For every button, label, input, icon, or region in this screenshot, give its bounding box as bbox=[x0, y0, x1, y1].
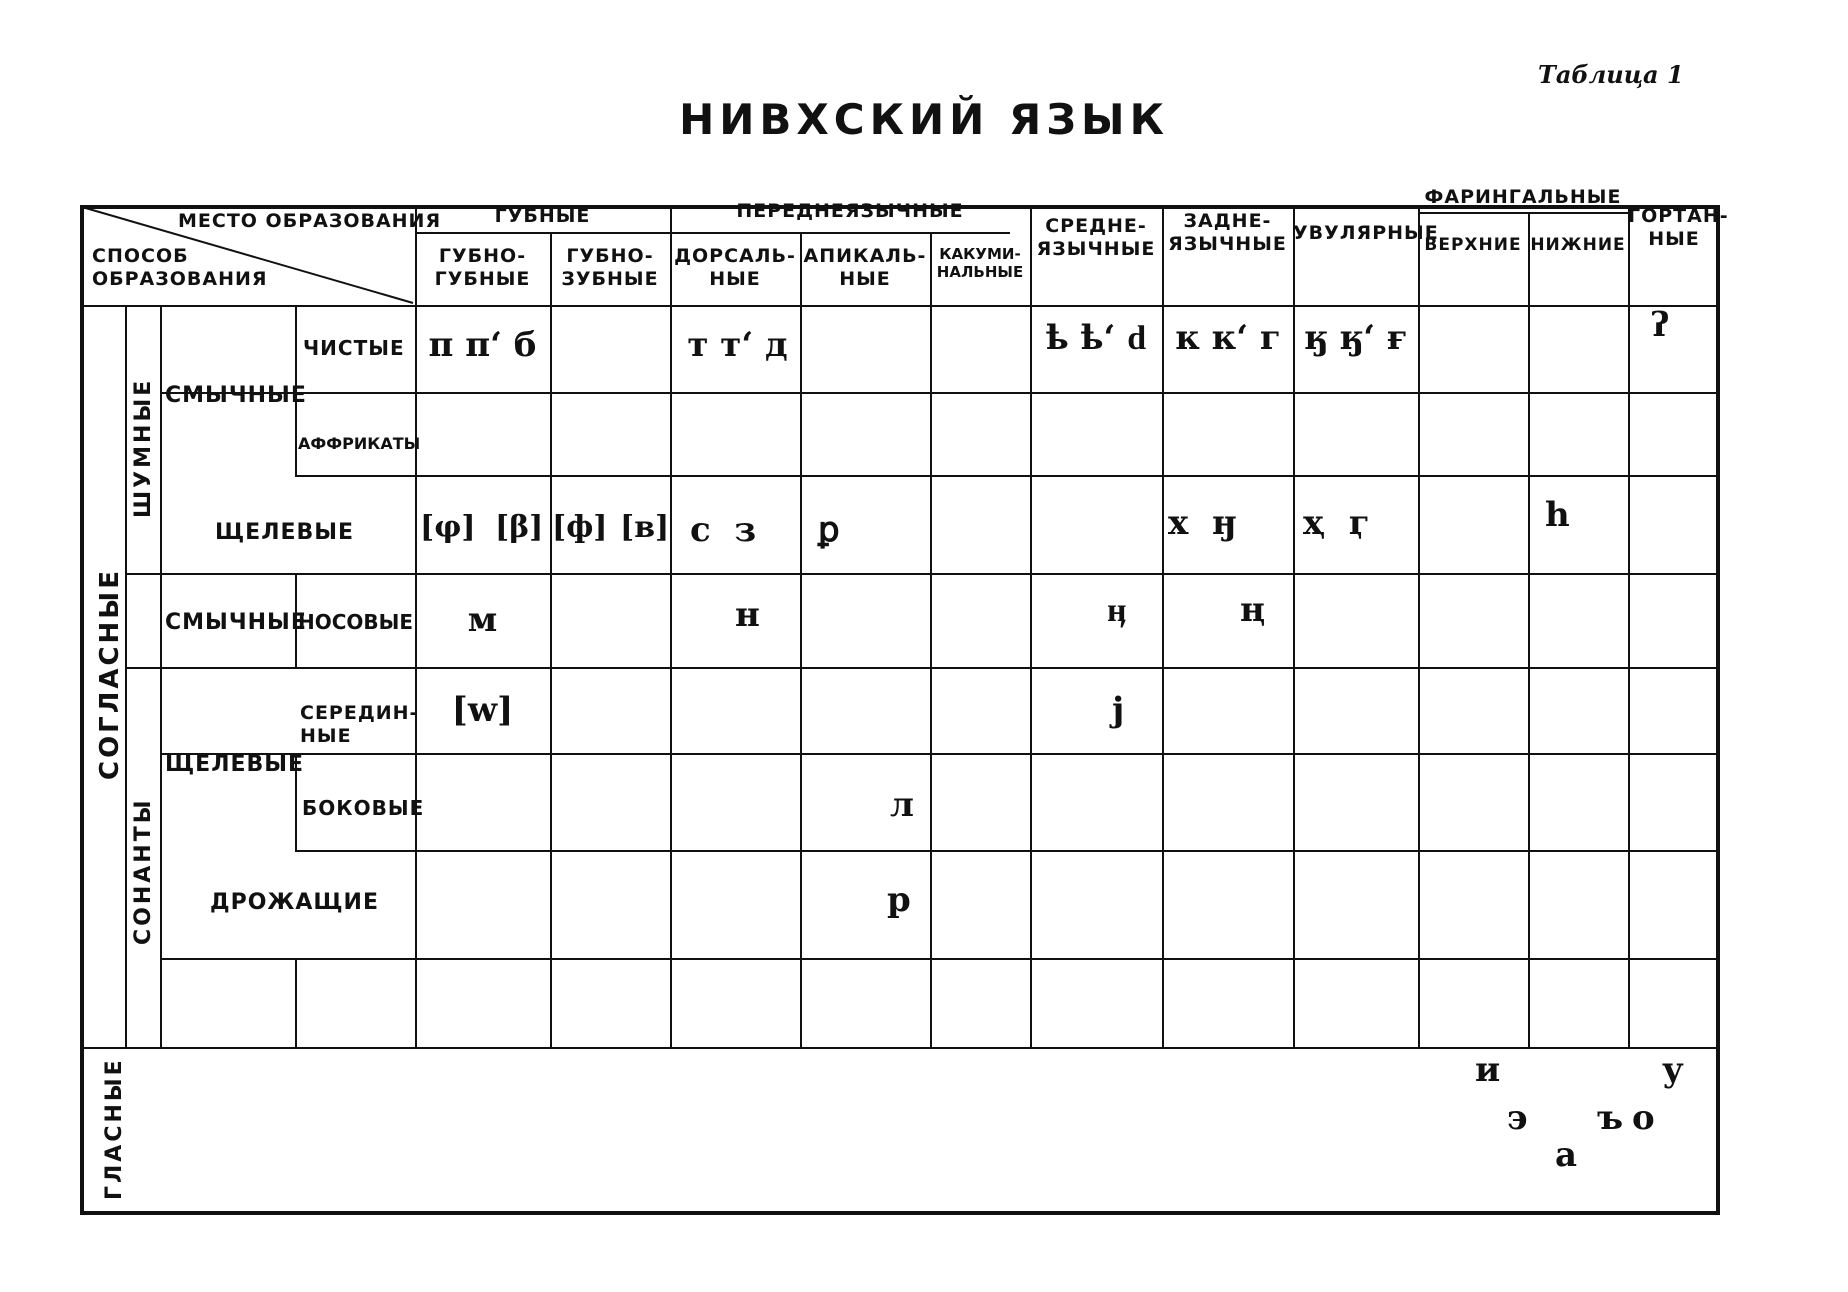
header-upper: ВЕРХНИЕ bbox=[1424, 235, 1522, 255]
row-trill: ДРОЖАЩИЕ bbox=[210, 890, 379, 915]
row-son-fric: ЩЕЛЕВЫЕ bbox=[165, 752, 305, 777]
row-median: СЕРЕДИН-НЫЕ bbox=[300, 702, 419, 747]
row-lateral: БОКОВЫЕ bbox=[302, 796, 425, 820]
header-glottal: ГОРТАН-НЫЕ bbox=[1628, 205, 1729, 250]
row-nasal: НОСОВЫЕ bbox=[298, 610, 414, 634]
header-cacuminal: КАКУМИ-НАЛЬНЫЕ bbox=[936, 245, 1024, 281]
vowel-hard: ъ bbox=[1597, 1098, 1624, 1138]
cell-fric-bilabial-1: [φ] bbox=[420, 510, 476, 545]
cell-lateral-apical: л bbox=[890, 785, 914, 825]
vowel-o: о bbox=[1632, 1098, 1655, 1138]
corner-place-label: МЕСТО ОБРАЗОВАНИЯ bbox=[178, 210, 442, 232]
header-lower: НИЖНИЕ bbox=[1530, 235, 1626, 255]
cell-pure-dorsal: т т‘ д bbox=[687, 325, 788, 365]
row-stops: СМЫЧНЫЕ bbox=[165, 383, 307, 408]
cell-nasal-back: ң bbox=[1240, 590, 1266, 630]
cell-fric-back: х ӈ bbox=[1168, 503, 1237, 543]
cell-trill-apical: р bbox=[887, 880, 911, 920]
vowels-label: ГЛАСНЫЕ bbox=[102, 1057, 127, 1200]
cell-pure-glottal: ʔ bbox=[1650, 305, 1670, 345]
cell-pure-mid: ҍ ҍ‘ ԁ bbox=[1045, 318, 1147, 358]
cell-nasal-bilabial: м bbox=[467, 600, 498, 640]
header-labial: ГУБНЫЕ bbox=[494, 205, 591, 227]
row-fricatives: ЩЕЛЕВЫЕ bbox=[215, 520, 355, 545]
vowel-i: и bbox=[1475, 1050, 1501, 1090]
header-back: ЗАДНЕ-ЯЗЫЧНЫЕ bbox=[1168, 210, 1287, 255]
cell-fric-labiodental-1: [ф] bbox=[552, 510, 608, 545]
header-mid: СРЕДНЕ-ЯЗЫЧНЫЕ bbox=[1036, 215, 1156, 260]
cell-fric-uvular: ҳ ӷ bbox=[1303, 503, 1370, 543]
row-pure: ЧИСТЫЕ bbox=[303, 336, 405, 360]
header-uvular: УВУЛЯРНЫЕ bbox=[1293, 222, 1439, 244]
cell-fric-bilabial-2: [β] bbox=[495, 510, 544, 545]
cell-nasal-dorsal: н bbox=[735, 595, 760, 635]
cell-fric-labiodental-2: [в] bbox=[620, 510, 670, 545]
cell-pure-back: к к‘ г bbox=[1175, 318, 1281, 358]
vowel-e: э bbox=[1507, 1098, 1528, 1138]
header-labiodental: ГУБНО-ЗУБНЫЕ bbox=[561, 245, 659, 290]
row-affricates: АФФРИКАТЫ bbox=[298, 434, 421, 453]
sonorants-label: СОНАНТЫ bbox=[131, 797, 156, 945]
header-dorsal: ДОРСАЛЬ-НЫЕ bbox=[674, 245, 796, 290]
cell-median-bilabial: [w] bbox=[451, 690, 514, 730]
cell-fric-dorsal: с з bbox=[690, 510, 757, 550]
header-bilabial: ГУБНО-ГУБНЫЕ bbox=[434, 245, 531, 290]
cell-fric-lower-pharyngeal: h bbox=[1545, 495, 1570, 535]
corner-manner-label: СПОСОБ ОБРАЗОВАНИЯ bbox=[92, 245, 268, 290]
vowel-a: а bbox=[1555, 1135, 1578, 1175]
cell-median-mid: j bbox=[1112, 690, 1125, 730]
cell-pure-uvular: ӄ ӄ‘ ғ bbox=[1304, 318, 1408, 358]
cell-nasal-mid: ӊ bbox=[1107, 590, 1127, 630]
vowel-u: у bbox=[1662, 1050, 1684, 1090]
header-apical: АПИКАЛЬ-НЫЕ bbox=[803, 245, 927, 290]
cell-fric-apical: ꝑ bbox=[818, 510, 840, 550]
obstruents-label: ШУМНЫЕ bbox=[131, 377, 156, 518]
header-pharyngeal: ФАРИНГАЛЬНЫЕ bbox=[1424, 186, 1622, 208]
cell-pure-bilabial: п п‘ б bbox=[428, 325, 537, 365]
page-title: НИВХСКИЙ ЯЗЫК bbox=[679, 95, 1169, 144]
row-son-stops: СМЫЧНЫЕ bbox=[165, 610, 307, 635]
table-label: Таблица 1 bbox=[1538, 60, 1684, 89]
header-anterior: ПЕРЕДНЕЯЗЫЧНЫЕ bbox=[736, 200, 964, 222]
consonants-label: СОГЛАСНЫЕ bbox=[95, 567, 125, 780]
